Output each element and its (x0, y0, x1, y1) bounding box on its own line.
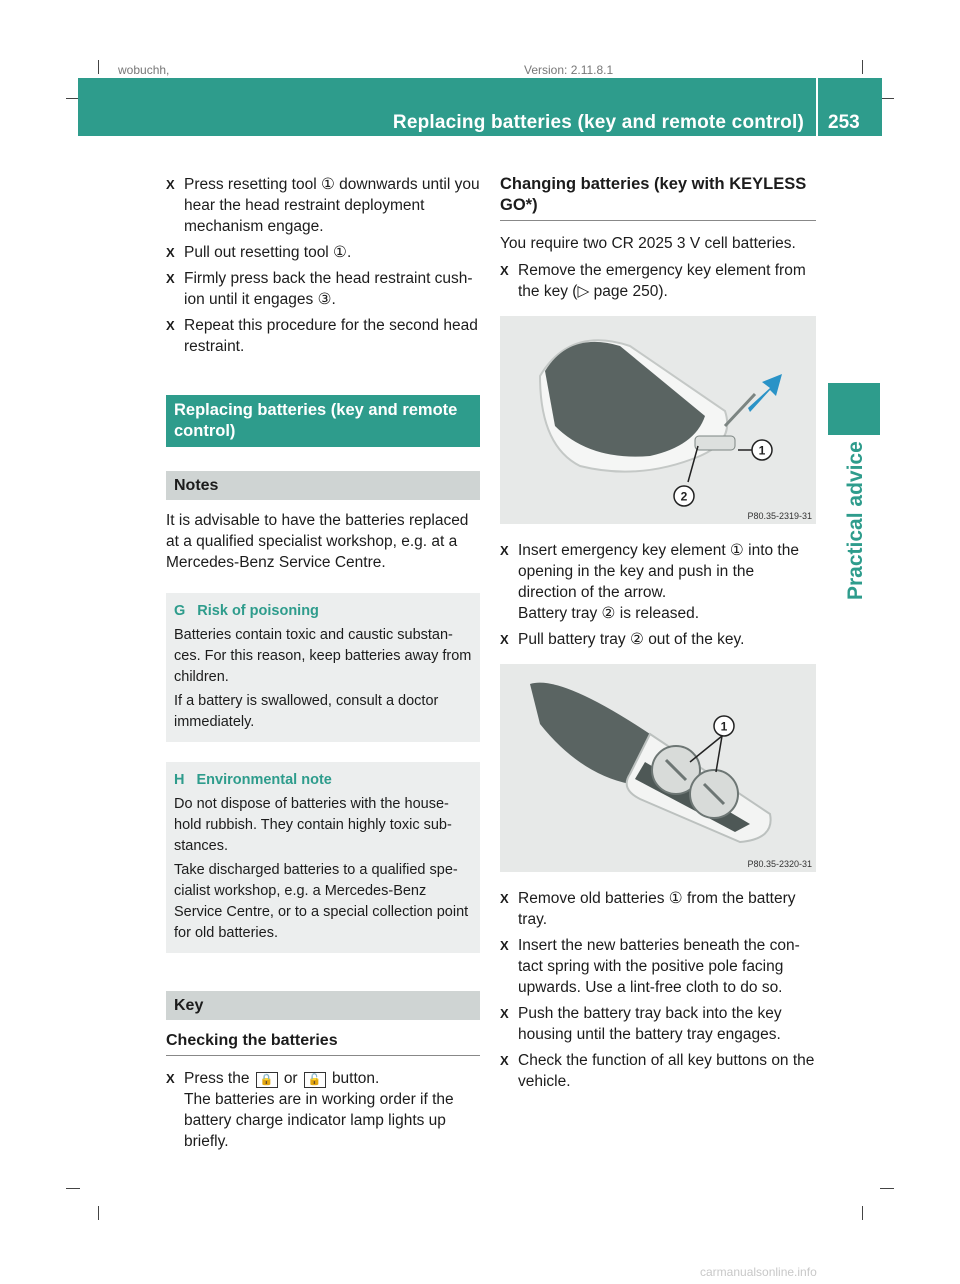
callout-1: 1 (720, 719, 728, 734)
environment-icon: H (174, 772, 185, 788)
meta-right: Version: 2.11.8.1 (524, 63, 614, 77)
env-title-row (174, 770, 472, 791)
key-illustration-1 (500, 316, 816, 524)
key-fob-drawing (500, 316, 816, 524)
notes-heading: Notes (166, 471, 480, 500)
instruction-step: X Firmly press back the head restraint cush-ion until it engages ③. (166, 268, 480, 310)
instruction-step: X Pull battery tray ② out of the key. (500, 629, 816, 650)
instruction-step: X Pull out resetting tool ①. (166, 242, 480, 263)
instruction-step (166, 1068, 480, 1152)
crop-mark (98, 60, 99, 74)
instruction-step: X Remove the emergency key element from the key (▷ page 250). (500, 260, 816, 302)
instruction-step: X Repeat this procedure for the second head restraint. (166, 315, 480, 357)
image-code: P80.35-2320-31 (747, 859, 812, 869)
side-tab-text: Practical advice (844, 441, 867, 600)
notes-text: It is advisable to have the batteries replaced at a qualified specialist workshop, e.g. at a Mercedes-Benz Service Centre. (166, 512, 469, 571)
warning-text: Batteries contain toxic and caustic substan-ces. For this reason, keep batteries away from children. (174, 627, 472, 685)
keyless-go-heading: Changing batteries (key with KEYLESS GO*) (500, 174, 816, 221)
step-result: Battery tray ② is released. (518, 605, 700, 622)
warning-title-row (174, 601, 472, 622)
page-number: 253 (828, 112, 860, 133)
lock-icon: 🔒 (256, 1072, 278, 1088)
image-code: P80.35-2319-31 (747, 511, 812, 521)
crop-mark (98, 1206, 99, 1220)
intro-text: You require two CR 2025 3 V cell batteries. (500, 235, 796, 252)
step-text: Insert emergency key element ① into the opening in the key and push in the direction of the arrow. (518, 542, 799, 601)
instruction-step (500, 540, 816, 624)
section-title: Replacing batteries (key and remote control) (166, 395, 480, 447)
instruction-step: X Check the function of all key buttons on the vehicle. (500, 1050, 816, 1092)
key-heading: Key (166, 991, 480, 1020)
instruction-step: X Press resetting tool ① downwards until you hear the head restraint deployment mechanism engage. (166, 174, 480, 237)
right-column (500, 174, 816, 1097)
key-illustration-2 (500, 664, 816, 872)
instruction-step: X Insert the new batteries beneath the con-tact spring with the positive pole facing upwards. Use a lint-free cloth to do so. (500, 935, 816, 998)
left-column (166, 174, 480, 1157)
env-text: Take discharged batteries to a qualified spe-cialist workshop, e.g. a Mercedes-Benz Service Centre, or to a special collection point for old batteries. (174, 862, 469, 941)
crop-mark (862, 60, 863, 74)
callout-1: 1 (758, 443, 766, 458)
warning-box (166, 593, 480, 742)
press-step-pre: Press the (184, 1070, 250, 1087)
checking-heading: Checking the batteries (166, 1030, 480, 1056)
instruction-step: X Remove old batteries ① from the battery tray. (500, 888, 816, 930)
side-tab-label (835, 420, 885, 620)
crop-mark (862, 1206, 863, 1220)
instruction-step: X Push the battery tray back into the key housing until the battery tray engages. (500, 1003, 816, 1045)
crop-mark (880, 98, 894, 99)
page-header-title: Replacing batteries (key and remote control) (392, 112, 804, 133)
meta-left: wobuchh, (118, 63, 170, 77)
environmental-note-box (166, 762, 480, 953)
press-step-mid: or (283, 1070, 298, 1087)
press-step-result: The batteries are in working order if the battery charge indicator lamp lights up briefly. (184, 1091, 454, 1150)
env-text: Do not dispose of batteries with the house-hold rubbish. They contain highly toxic sub-stances. (174, 796, 452, 854)
watermark: carmanualsonline.info (700, 1265, 817, 1279)
crop-mark (66, 1188, 80, 1189)
press-step-post: button. (331, 1070, 380, 1087)
warning-icon: G (174, 603, 186, 619)
callout-2: 2 (680, 489, 688, 504)
warning-title: Risk of poisoning (197, 603, 319, 619)
env-title: Environmental note (196, 772, 332, 788)
warning-text: If a battery is swallowed, consult a doctor immediately. (174, 693, 439, 730)
battery-tray-drawing (500, 664, 816, 872)
header-divider (816, 78, 818, 136)
unlock-icon: 🔓 (304, 1072, 326, 1088)
crop-mark (880, 1188, 894, 1189)
